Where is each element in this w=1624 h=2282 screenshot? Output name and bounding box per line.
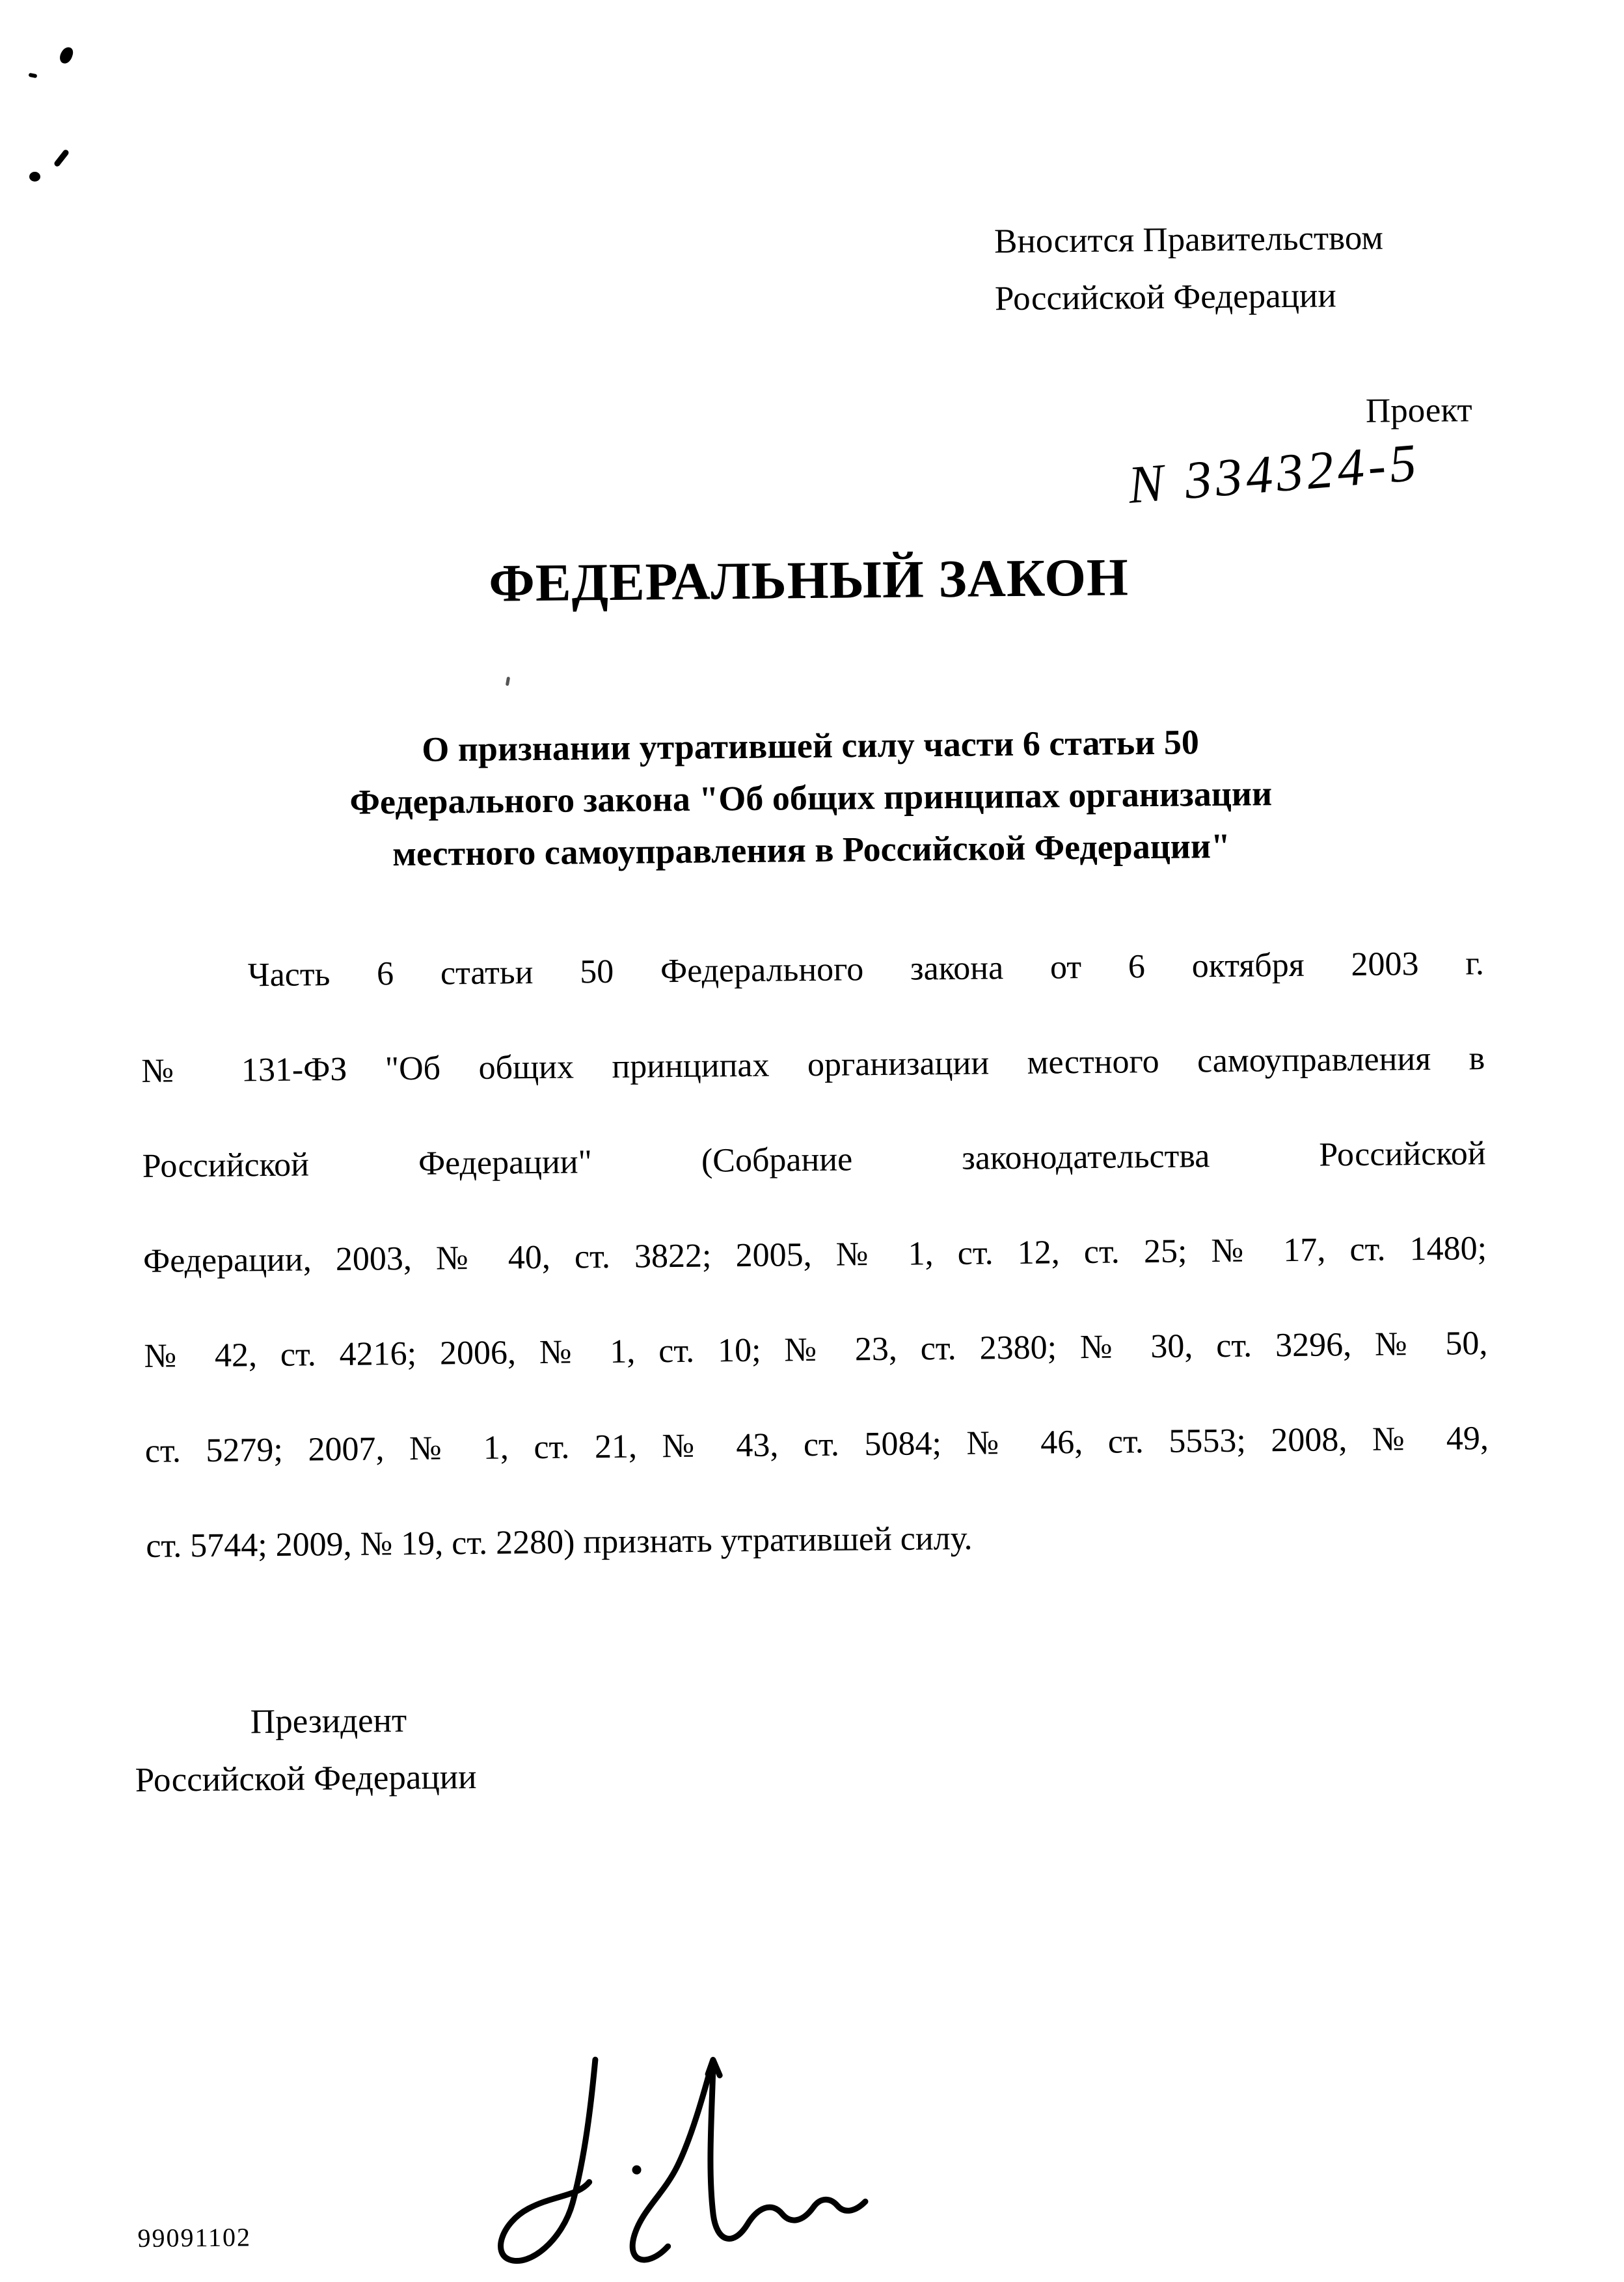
- body-line: № 131-ФЗ "Об общих принципах организации местного самоуправления в: [141, 1040, 1485, 1090]
- signature-scribble: [437, 2029, 947, 2281]
- body-paragraph: [140, 916, 1490, 1594]
- subtitle-line: Федерального закона "Об общих принципах организации: [349, 774, 1273, 822]
- submitted-by-line: Российской Федерации: [994, 277, 1336, 318]
- document-title: ФЕДЕРАЛЬНЫЙ ЗАКОН: [488, 547, 1130, 613]
- draft-label: Проект: [1365, 391, 1472, 430]
- body-line: № 42, ст. 4216; 2006, № 1, ст. 10; № 23, ст. 2380; № 30, ст. 3296, № 50,: [144, 1325, 1488, 1375]
- subtitle-line: О признании утратившей силу части 6 статьи 50: [421, 722, 1200, 769]
- body-line: Федерации, 2003, № 40, ст. 3822; 2005, № 1, ст. 12, ст. 25; № 17, ст. 1480;: [142, 1230, 1487, 1280]
- body-line: Часть 6 статьи 50 Федерального закона от 6 октября 2003 г.: [247, 945, 1485, 994]
- signer-block: [134, 1691, 476, 1809]
- body-line: ст. 5279; 2007, № 1, ст. 21, № 43, ст. 5084; № 46, ст. 5553; 2008, № 49,: [144, 1420, 1489, 1470]
- document-subtitle: [0, 712, 1623, 884]
- body-line: Российской Федерации" (Собрание законодательства Российской: [142, 1135, 1486, 1185]
- subtitle-line: местного самоуправления в Российской Федерации": [392, 826, 1231, 874]
- signer-title: Президент: [250, 1702, 407, 1741]
- body-line: ст. 5744; 2009, № 19, ст. 2280) признать утратившей силу.: [146, 1519, 973, 1565]
- handwritten-draft-number: N 334324-5: [1126, 432, 1422, 515]
- signer-title: Российской Федерации: [135, 1758, 477, 1800]
- document-code: 99091102: [137, 2222, 252, 2253]
- submitted-by-block: [994, 210, 1384, 328]
- submitted-by-line: Вносится Правительством: [994, 219, 1384, 261]
